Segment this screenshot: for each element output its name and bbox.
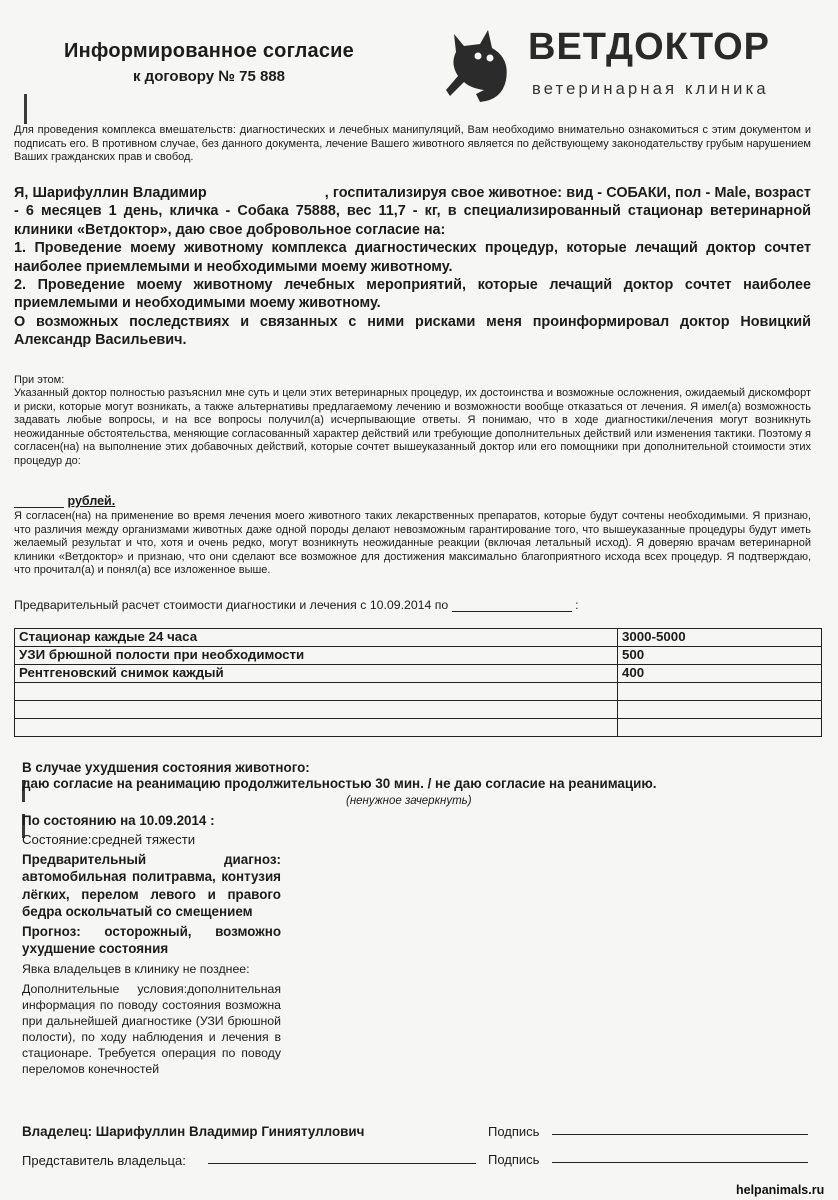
- owner-name: Владелец: Шарифуллин Владимир Гиниятуллович: [22, 1124, 365, 1139]
- cost-table: [14, 628, 822, 737]
- prognosis: Прогноз: осторожный, возможно ухудшение состояния: [22, 924, 281, 957]
- status-date: По состоянию на 10.09.2014 :: [22, 813, 215, 828]
- service-cell: [15, 683, 618, 701]
- price-cell: 500: [618, 647, 822, 665]
- visit-deadline: Явка владельцев в клинику не позднее:: [22, 962, 250, 977]
- clinic-tagline: ветеринарная клиника: [532, 80, 769, 98]
- details-paragraph: Указанный доктор полностью разъяснил мне суть и цели этих ветеринарных процедур, их достоинства и возможные осложнения, ожидаемый дискомфорт и риски, которые могут возникать, а также альтернативы предлагаемому лечению и возможности вообще отказаться от лечения. Я имел(а) возможность задавать любые вопросы, и на все вопросы получил(а) исчерпывающие ответы. Я понимаю, что в ходе диагностики/лечения могут возникнуть неожиданные обстоятельства, меняющие согласованный характер действий или требующие дополнительных действий или изменения тактики. Поэтому я согласен(на) на выполнение этих добавочных действий, которые сочтет вышеуказанный доктор или его помощники при дополнительной стоимости этих процедур до:: [14, 387, 811, 467]
- table-row: [15, 629, 822, 647]
- price-cell: [618, 683, 822, 701]
- consent-statement: Я, Шарифуллин Владимир , госпитализируя свое животное: вид - СОБАКИ, пол - Male, возраст - 6 месяцев 1 день, кличка - Собака 75888, вес 11,7 - кг, в специализированный стационар ветеринарной клиники «Ветдоктор», даю свое добровольное согласие на:: [14, 185, 811, 238]
- diagnosis: Предварительный диагноз: автомобильная политравма, контузия лёгких, перелом левого и правого бедра оскольчатый со смещением: [22, 852, 281, 919]
- risks-statement: О возможных последствиях и связанных с ними рисками меня проинформировал доктор Новицкий Александр Васильевич.: [14, 313, 811, 349]
- table-row: [15, 683, 822, 701]
- estimate-line: Предварительный расчет стоимости диагностики и лечения с 10.09.2014 по :: [14, 598, 579, 612]
- intro-text: Для проведения комплекса вмешательств: диагностических и лечебных манипуляций, Вам необходимо внимательно ознакомиться с этим документом и подписать его. В противном случае, без данного документа, лечение Вашего животного является по действующему законодательству грубым нарушением Ваших гражданских прав и свобод.: [14, 124, 811, 164]
- service-cell: [15, 701, 618, 719]
- amount-blank-line: [14, 495, 64, 508]
- document-title: Информированное согласие: [64, 40, 354, 62]
- service-cell: УЗИ брюшной полости при необходимости: [15, 647, 618, 665]
- price-cell: 400: [618, 665, 822, 683]
- rubles-amount: рублей.: [14, 494, 115, 508]
- reanimation-heading: В случае ухудшения состояния животного:: [22, 760, 310, 775]
- representative-signature-line[interactable]: [552, 1162, 808, 1163]
- service-cell: Рентгеновский снимок каждый: [15, 665, 618, 683]
- medication-paragraph: Я согласен(на) на применение во время лечения моего животного таких лекарственных препаратов, которые будут сочтены необходимыми. Я признаю, что различия между организмами животных даже одной породы делают невозможным гарантирование того, что вышеуказанные процедуры будут иметь желаемый результат и что, хотя и очень редко, могут возникнуть неожиданные реакции (включая летальный исход). Я доверяю врачам ветеринарной клиники «Ветдоктор» и признаю, что они сделают все возможное для достижения максимально благоприятного исхода всех процедур. Я подтверждаю, что прочитал(а) и понял(а) все изложенное выше.: [14, 510, 811, 577]
- service-cell: [15, 719, 618, 737]
- representative-signature-label: Подпись: [488, 1152, 540, 1167]
- at-this-label: При этом:: [14, 374, 65, 386]
- representative-line[interactable]: [208, 1163, 476, 1164]
- strike-note: (ненужное зачеркнуть): [346, 795, 472, 807]
- estimate-date-blank: [452, 599, 572, 612]
- table-row: [15, 665, 822, 683]
- clinic-logo: [440, 22, 820, 108]
- service-cell: Стационар каждые 24 часа: [15, 629, 618, 647]
- representative-label: Представитель владельца:: [22, 1153, 186, 1168]
- condition: Состояние:средней тяжести: [22, 832, 196, 847]
- cat-silhouette-icon: [440, 24, 522, 106]
- owner-signature-label: Подпись: [488, 1124, 540, 1139]
- consent-item-2: 2. Проведение моему животному лечебных мероприятий, которые лечащий доктор сочтет наиболее приемлемыми и необходимыми моему животному.: [14, 277, 811, 312]
- additional-conditions: Дополнительные условия:дополнительная информация по поводу состояния возможна при дальнейшей диагностике (УЗИ брюшной полости), по ходу наблюдения и лечения в стационаре. Требуется операция по поводу переломов конечностей: [22, 982, 281, 1077]
- table-row: [15, 719, 822, 737]
- price-cell: [618, 701, 822, 719]
- price-cell: 3000-5000: [618, 629, 822, 647]
- site-watermark: helpanimals.ru: [736, 1183, 825, 1197]
- table-row: [15, 647, 822, 665]
- clinic-name: ВЕТДОКТОР: [528, 26, 770, 68]
- table-row: [15, 701, 822, 719]
- consent-block: [14, 184, 811, 350]
- consent-item-1: 1. Проведение моему животному комплекса диагностических процедур, которые лечащий доктор сочтет наиболее приемлемыми и необходимыми моему животному.: [14, 240, 811, 275]
- price-cell: [618, 719, 822, 737]
- status-column: [22, 813, 281, 1077]
- reanimation-choice: даю согласие на реанимацию продолжительностью 30 мин. / не даю согласие на реанимацию.: [22, 776, 657, 791]
- scan-mark: [24, 94, 27, 124]
- contract-number: к договору № 75 888: [133, 68, 285, 85]
- owner-signature-line[interactable]: [552, 1134, 808, 1135]
